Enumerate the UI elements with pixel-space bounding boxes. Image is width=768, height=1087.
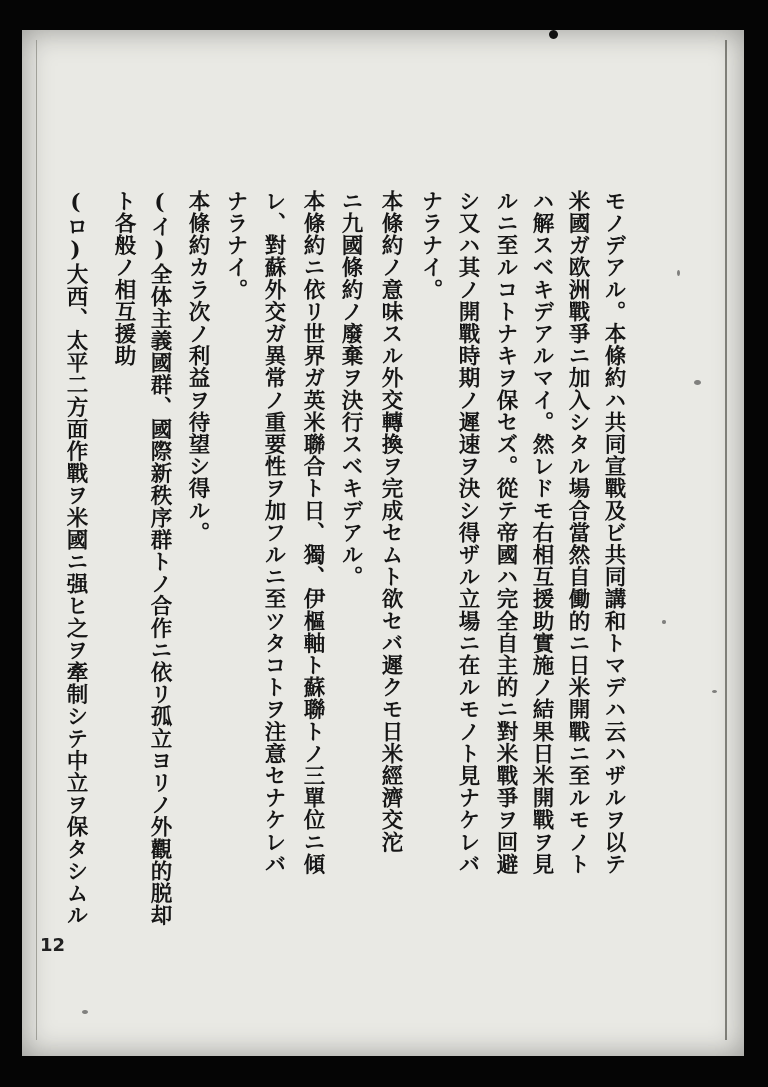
text-column-2: 米國ガ欧洲戰爭ニ加入シタル場合當然自働的ニ日米開戰ニ至ルモノト [565, 190, 590, 876]
text-column-12: 本條約カラ次ノ利益ヲ待望シ得ル。 [185, 190, 210, 544]
scan-speck [677, 270, 680, 276]
document-page [22, 30, 744, 1056]
scan-speck [694, 380, 701, 385]
text-column-15: (ロ)大西、太平二方面作戰ヲ米國ニ强ヒ之ヲ牽制シテ中立ヲ保タシムル [63, 190, 88, 927]
text-column-13: (イ)全体主義國群、國際新秩序群トノ合作ニ依リ孤立ヨリノ外觀的脱却 [147, 190, 172, 927]
text-column-6: ナラナイ。 [418, 190, 443, 301]
text-column-9: 本條約ニ依リ世界ガ英米聯合ト日、獨、伊樞軸ト蘇聯トノ三單位ニ傾 [300, 190, 325, 876]
text-column-5: シ又ハ其ノ開戰時期ノ遲速ヲ決シ得ザル立場ニ在ルモノト見ナケレバ [455, 190, 480, 876]
text-column-1: モノデアル。本條約ハ共同宣戰及ビ共同講和トマデハ云ハザルヲ以テ [601, 190, 626, 876]
scan-speck [712, 690, 717, 693]
scan-speck [662, 620, 666, 624]
text-column-3: ハ解スベキデアルマイ。然レドモ右相互援助實施ノ結果日米開戰ヲ見 [529, 190, 554, 876]
text-column-14: ト各般ノ相互援助 [111, 190, 136, 367]
text-column-8: ニ九國條約ノ廢棄ヲ決行スベキデアル。 [338, 190, 363, 588]
page-edge-rule-left [36, 40, 37, 1040]
page-number: 12 [40, 935, 66, 956]
page-edge-rule-right [725, 40, 727, 1040]
text-column-10: レ、對蘇外交ガ異常ノ重要性ヲ加フルニ至ツタコトヲ注意セナケレバ [261, 190, 286, 876]
scan-speck [82, 1010, 88, 1014]
binding-hole-icon [549, 30, 558, 39]
text-column-11: ナラナイ。 [223, 190, 248, 301]
text-column-7: 本條約ノ意味スル外交轉換ヲ完成セムト欲セバ遲クモ日米經濟交沱 [378, 190, 403, 853]
text-column-4: ルニ至ルコトナキヲ保セズ。從テ帝國ハ完全自主的ニ對米戰爭ヲ回避 [493, 190, 518, 876]
